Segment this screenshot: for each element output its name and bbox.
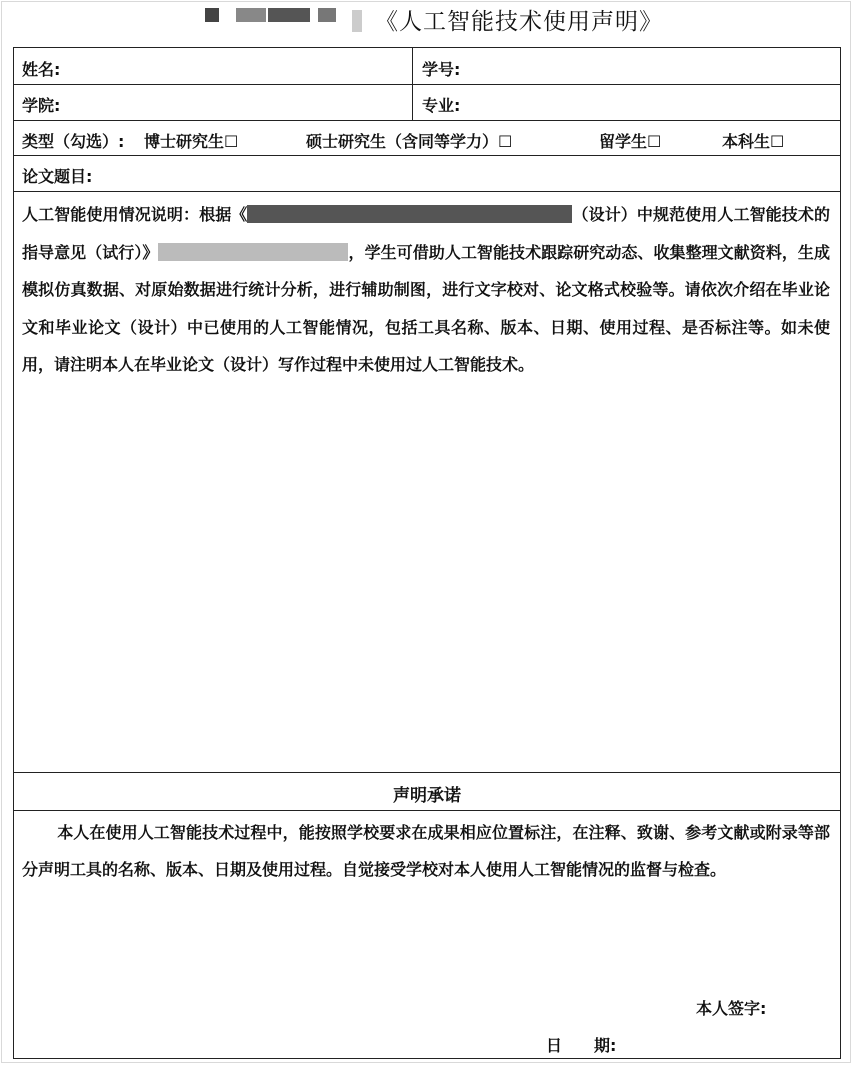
redacted-school-name <box>318 8 336 22</box>
document-title-row <box>0 0 854 40</box>
thesis-title-field[interactable]: 论文题目: <box>22 167 93 186</box>
redacted-school-name <box>352 10 362 32</box>
checkbox-phd[interactable]: 博士研究生☐ <box>144 132 239 151</box>
college-field[interactable]: 学院: <box>22 96 61 115</box>
declaration-form <box>13 47 841 1059</box>
row-degree-type <box>14 121 840 156</box>
ai-usage-response-area[interactable] <box>14 392 840 762</box>
row-declaration-body <box>14 811 840 1058</box>
student-id-field[interactable]: 学号: <box>422 60 461 79</box>
row-declaration-heading <box>14 773 840 811</box>
checkbox-undergraduate[interactable]: 本科生☐ <box>722 132 785 151</box>
row-name-id <box>14 48 840 85</box>
name-field[interactable]: 姓名: <box>22 60 61 79</box>
row-college-major <box>14 85 840 121</box>
ai-usage-instructions: 人工智能使用情况说明：根据《 （设计）中规范使用人工智能技术的指导意见（试行）》 ，学生可借助人工智能技术跟踪研究动态、收集整理文献资料，生成模拟仿真数据、对原始数据进行统计分析，进行辅助制图，进行文字校对、论文格式校验等。请依次介绍在毕业论文和毕业论文（设计）中已使用的人工智能情况，包括工具名称、版本、日期、使用过程、是否标注等。如未使用，请注明本人在毕业论文（设计）写作过程中未使用过人工智能技术。 <box>22 205 830 374</box>
date-field[interactable]: 日 期: <box>546 1036 617 1055</box>
redacted-regulation-name <box>247 205 572 223</box>
row-thesis-title <box>14 156 840 192</box>
redacted-school-name <box>268 8 310 22</box>
major-field[interactable]: 专业: <box>422 96 461 115</box>
checkbox-masters[interactable]: 硕士研究生（含同等学力）☐ <box>306 132 513 151</box>
row-ai-usage <box>14 192 840 773</box>
redacted-regulation-name <box>158 243 348 261</box>
document-title: 《人工智能技术使用声明》 <box>375 9 663 35</box>
declaration-heading: 声明承诺 <box>393 786 461 806</box>
checkbox-international[interactable]: 留学生☐ <box>599 132 662 151</box>
signature-field[interactable]: 本人签字: <box>696 999 767 1018</box>
redacted-school-name <box>236 8 266 22</box>
degree-type-label: 类型（勾选）: <box>22 132 125 151</box>
declaration-text: 本人在使用人工智能技术过程中，能按照学校要求在成果相应位置标注，在注释、致谢、参考文献或附录等部分声明工具的名称、版本、日期及使用过程。自觉接受学校对本人使用人工智能情况的监督与检查。 <box>22 823 830 879</box>
redacted-school-name <box>205 8 219 22</box>
